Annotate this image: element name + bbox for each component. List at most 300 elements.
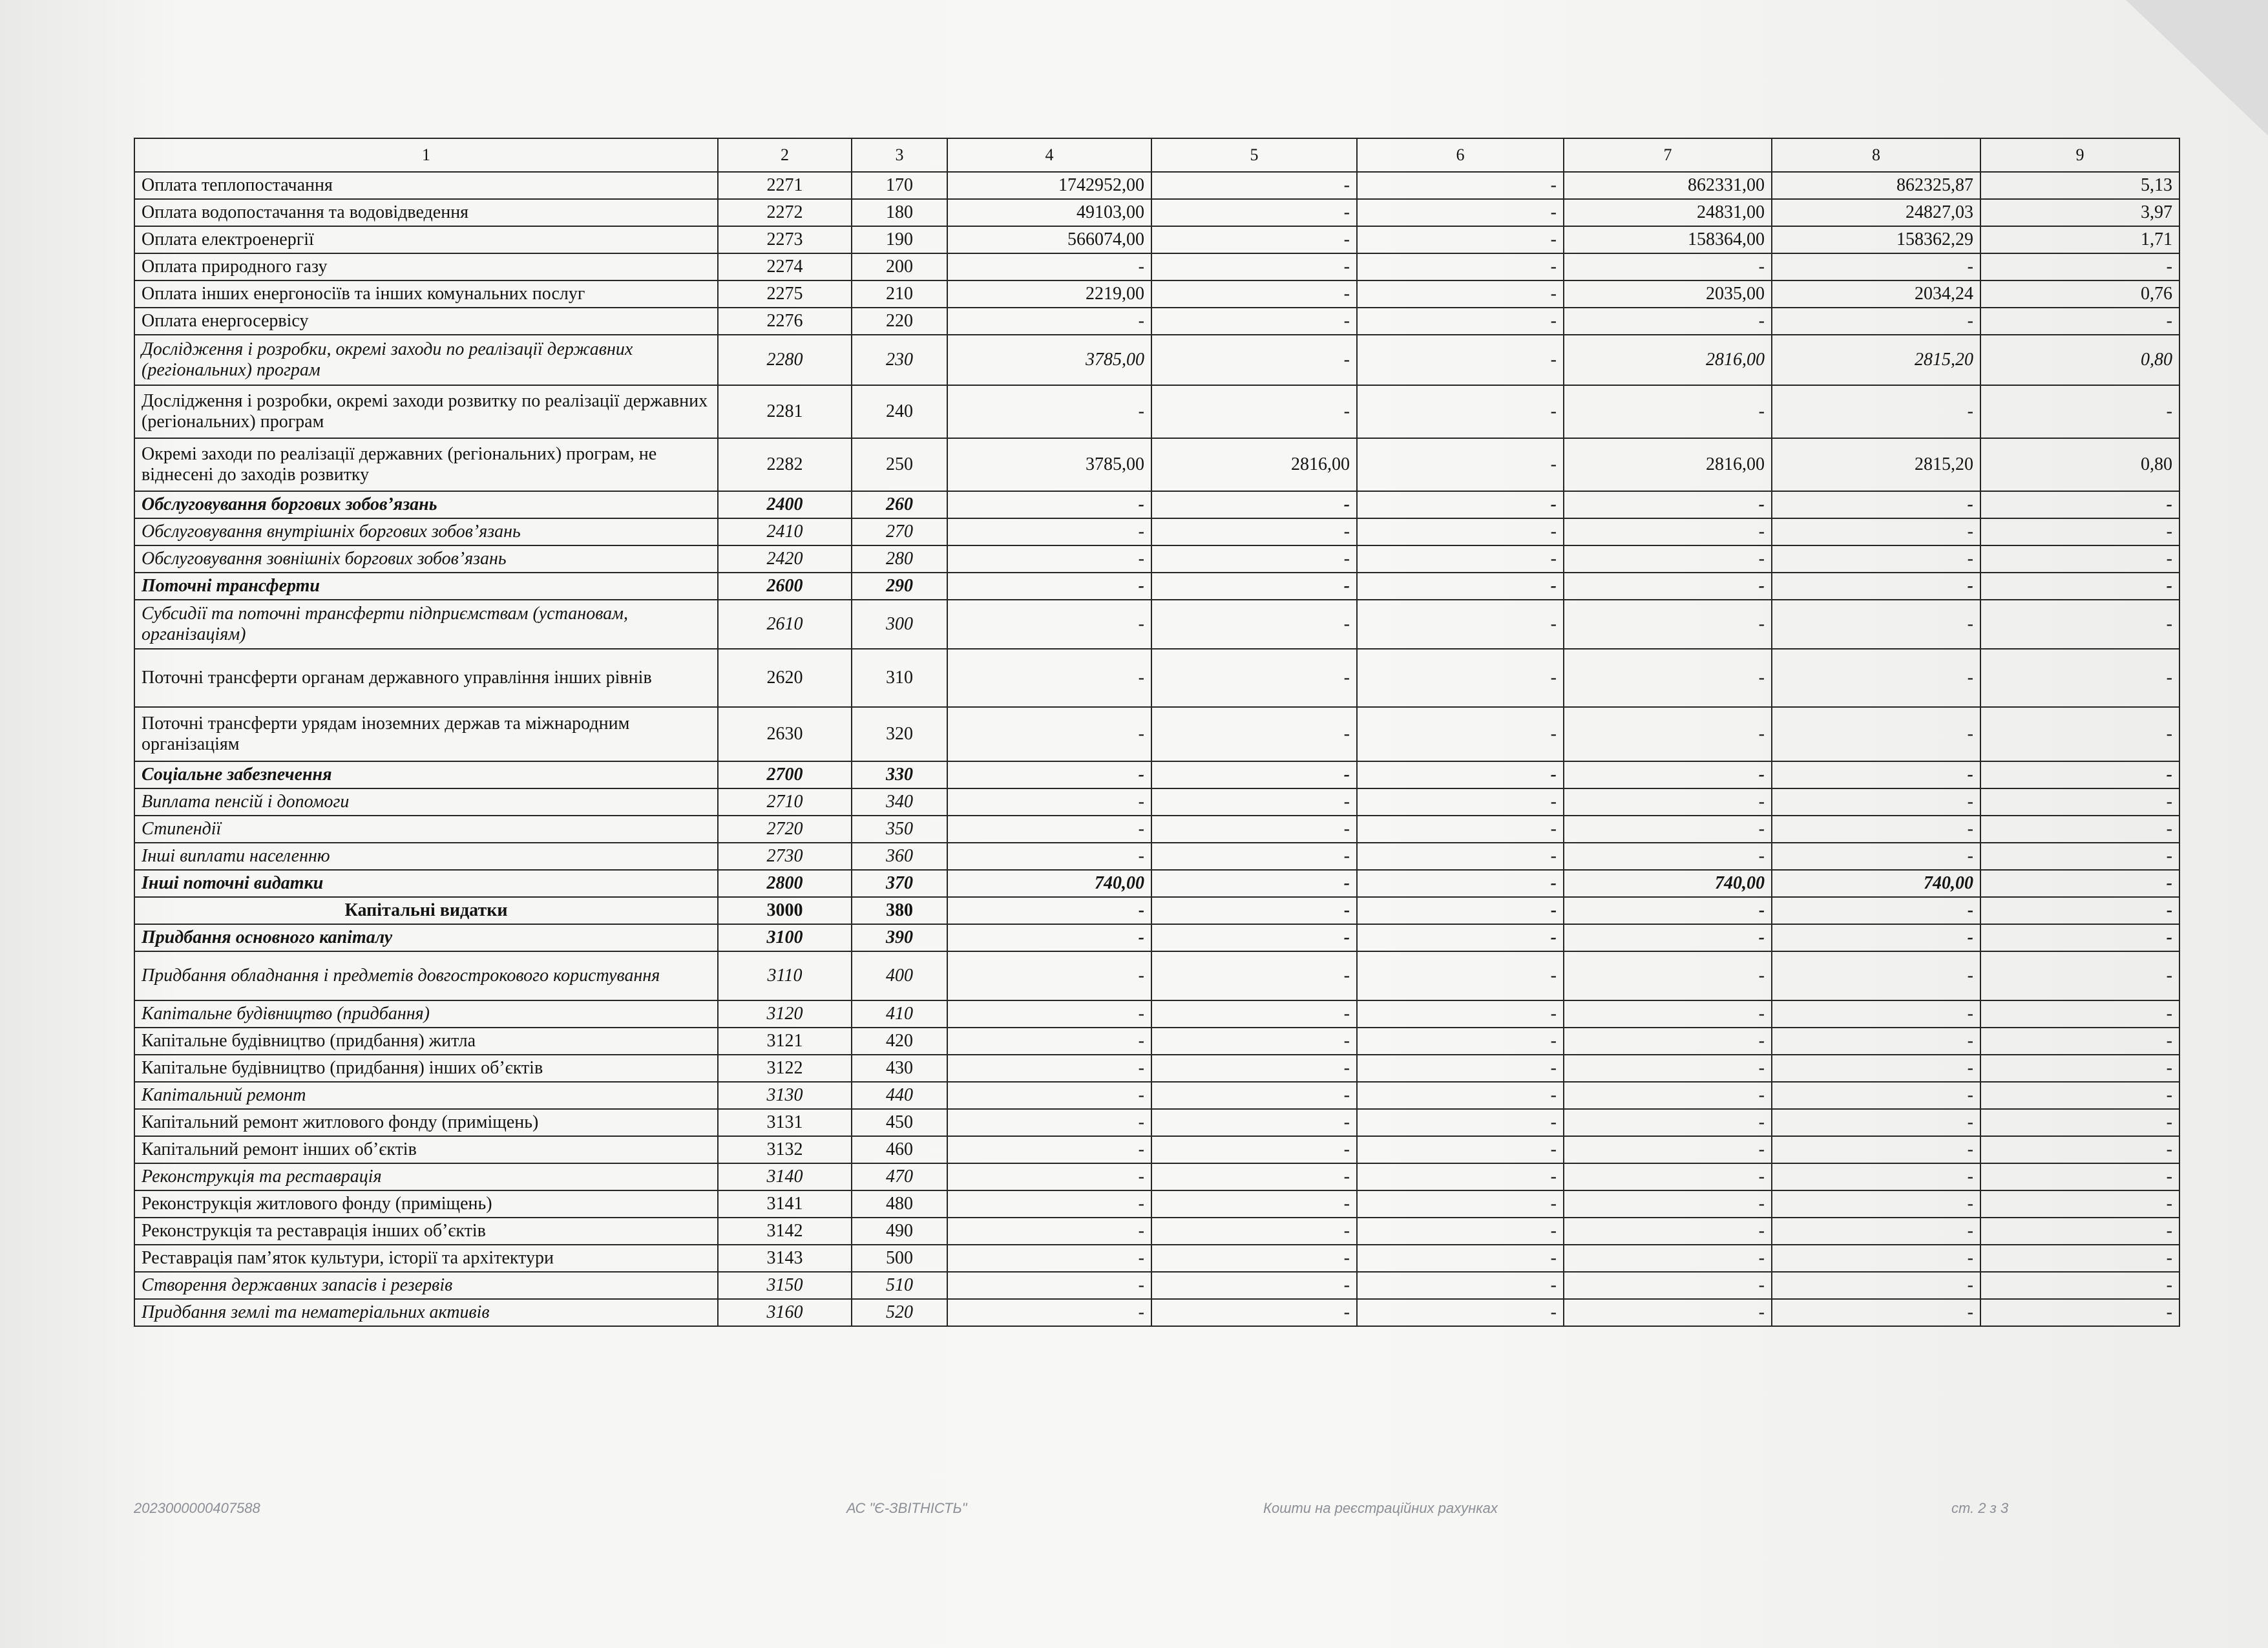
col8-value: - xyxy=(1772,843,1980,870)
col5-value: - xyxy=(1151,1082,1357,1109)
col8-value: - xyxy=(1772,1028,1980,1055)
col9-value: - xyxy=(1980,385,2179,438)
col5-value: - xyxy=(1151,573,1357,600)
col5-value: - xyxy=(1151,1190,1357,1218)
col8-value: - xyxy=(1772,897,1980,924)
col9-value: - xyxy=(1980,545,2179,573)
col4-value: - xyxy=(947,1218,1151,1245)
col5-value: - xyxy=(1151,1028,1357,1055)
table-row xyxy=(134,308,2179,335)
kekv-code: 2620 xyxy=(718,649,852,707)
row-code: 280 xyxy=(852,545,947,573)
col7-value: 2816,00 xyxy=(1564,335,1772,385)
col-number-2: 2 xyxy=(718,138,852,172)
row-code: 200 xyxy=(852,253,947,280)
row-code: 400 xyxy=(852,951,947,1000)
col-number-7: 7 xyxy=(1564,138,1772,172)
folded-corner xyxy=(2126,0,2268,136)
col6-value: - xyxy=(1357,1272,1564,1299)
col5-value: - xyxy=(1151,1272,1357,1299)
col4-value: - xyxy=(947,1136,1151,1163)
col6-value: - xyxy=(1357,172,1564,199)
col6-value: - xyxy=(1357,951,1564,1000)
col5-value: - xyxy=(1151,816,1357,843)
row-code: 510 xyxy=(852,1272,947,1299)
col4-value: - xyxy=(947,573,1151,600)
table-row xyxy=(134,438,2179,491)
row-code: 380 xyxy=(852,897,947,924)
table-row xyxy=(134,335,2179,385)
col4-value: - xyxy=(947,253,1151,280)
row-code: 450 xyxy=(852,1109,947,1136)
col-number-4: 4 xyxy=(947,138,1151,172)
col9-value: - xyxy=(1980,951,2179,1000)
row-name: Оплата енергосервісу xyxy=(134,308,718,335)
row-code: 180 xyxy=(852,199,947,226)
col7-value: 24831,00 xyxy=(1564,199,1772,226)
col9-value: - xyxy=(1980,1109,2179,1136)
col4-value: 2219,00 xyxy=(947,280,1151,308)
kekv-code: 2730 xyxy=(718,843,852,870)
col7-value: - xyxy=(1564,1000,1772,1028)
row-name: Окремі заходи по реалізації державних (регіональних) програм, не віднесені до заходів розвитку xyxy=(134,438,718,491)
kekv-code: 2274 xyxy=(718,253,852,280)
table-row xyxy=(134,816,2179,843)
col9-value: 0,76 xyxy=(1980,280,2179,308)
table-row xyxy=(134,924,2179,951)
col-number-5: 5 xyxy=(1151,138,1357,172)
table-row xyxy=(134,951,2179,1000)
table-row xyxy=(134,649,2179,707)
col4-value: 1742952,00 xyxy=(947,172,1151,199)
col5-value: - xyxy=(1151,1299,1357,1326)
col9-value: - xyxy=(1980,816,2179,843)
col6-value: - xyxy=(1357,707,1564,761)
row-name: Поточні трансферти xyxy=(134,573,718,600)
row-code: 420 xyxy=(852,1028,947,1055)
row-code: 460 xyxy=(852,1136,947,1163)
col8-value: - xyxy=(1772,385,1980,438)
row-code: 220 xyxy=(852,308,947,335)
col5-value: - xyxy=(1151,897,1357,924)
col7-value: - xyxy=(1564,951,1772,1000)
col9-value: - xyxy=(1980,707,2179,761)
col6-value: - xyxy=(1357,573,1564,600)
kekv-code: 2281 xyxy=(718,385,852,438)
col6-value: - xyxy=(1357,199,1564,226)
col6-value: - xyxy=(1357,1190,1564,1218)
table-row xyxy=(134,491,2179,518)
row-name: Інші виплати населенню xyxy=(134,843,718,870)
col6-value: - xyxy=(1357,1218,1564,1245)
row-name: Оплата природного газу xyxy=(134,253,718,280)
col7-value: - xyxy=(1564,545,1772,573)
col8-value: - xyxy=(1772,649,1980,707)
row-code: 250 xyxy=(852,438,947,491)
col5-value: - xyxy=(1151,1245,1357,1272)
col5-value: - xyxy=(1151,1109,1357,1136)
row-name: Капітальний ремонт інших об’єктів xyxy=(134,1136,718,1163)
kekv-code: 2410 xyxy=(718,518,852,545)
row-name: Оплата інших енергоносіїв та інших комунальних послуг xyxy=(134,280,718,308)
col9-value: - xyxy=(1980,1218,2179,1245)
row-code: 350 xyxy=(852,816,947,843)
col9-value: 1,71 xyxy=(1980,226,2179,253)
table-row xyxy=(134,1082,2179,1109)
col4-value: - xyxy=(947,843,1151,870)
col7-value: - xyxy=(1564,1028,1772,1055)
col6-value: - xyxy=(1357,1299,1564,1326)
row-name: Капітальне будівництво (придбання) житла xyxy=(134,1028,718,1055)
col6-value: - xyxy=(1357,870,1564,897)
col-number-8: 8 xyxy=(1772,138,1980,172)
row-code: 430 xyxy=(852,1055,947,1082)
kekv-code: 3122 xyxy=(718,1055,852,1082)
table-row xyxy=(134,518,2179,545)
kekv-code: 2273 xyxy=(718,226,852,253)
col8-value: - xyxy=(1772,573,1980,600)
kekv-code: 2720 xyxy=(718,816,852,843)
col4-value: - xyxy=(947,951,1151,1000)
col7-value: - xyxy=(1564,1055,1772,1082)
col8-value: - xyxy=(1772,951,1980,1000)
expenditure-table xyxy=(134,138,2180,1327)
table-row xyxy=(134,199,2179,226)
col4-value: 3785,00 xyxy=(947,335,1151,385)
col5-value: - xyxy=(1151,518,1357,545)
row-code: 170 xyxy=(852,172,947,199)
col9-value: 0,80 xyxy=(1980,438,2179,491)
col5-value: 2816,00 xyxy=(1151,438,1357,491)
row-name: Створення державних запасів і резервів xyxy=(134,1272,718,1299)
col5-value: - xyxy=(1151,761,1357,788)
col-number-6: 6 xyxy=(1357,138,1564,172)
col6-value: - xyxy=(1357,843,1564,870)
col7-value: - xyxy=(1564,1082,1772,1109)
kekv-code: 3120 xyxy=(718,1000,852,1028)
table-row xyxy=(134,1190,2179,1218)
col6-value: - xyxy=(1357,1028,1564,1055)
col6-value: - xyxy=(1357,335,1564,385)
col5-value: - xyxy=(1151,1136,1357,1163)
row-name: Соціальне забезпечення xyxy=(134,761,718,788)
col9-value: - xyxy=(1980,253,2179,280)
kekv-code: 2400 xyxy=(718,491,852,518)
row-code: 390 xyxy=(852,924,947,951)
col5-value: - xyxy=(1151,545,1357,573)
col7-value: - xyxy=(1564,518,1772,545)
col8-value: - xyxy=(1772,491,1980,518)
row-code: 310 xyxy=(852,649,947,707)
col8-value: - xyxy=(1772,253,1980,280)
col8-value: - xyxy=(1772,707,1980,761)
col8-value: 2815,20 xyxy=(1772,438,1980,491)
col7-value: - xyxy=(1564,1272,1772,1299)
col6-value: - xyxy=(1357,788,1564,816)
col8-value: 2815,20 xyxy=(1772,335,1980,385)
col7-value: - xyxy=(1564,1245,1772,1272)
table-row xyxy=(134,385,2179,438)
table-row xyxy=(134,1163,2179,1190)
col8-value: - xyxy=(1772,1136,1980,1163)
col9-value: - xyxy=(1980,308,2179,335)
col9-value: - xyxy=(1980,518,2179,545)
col8-value: - xyxy=(1772,1272,1980,1299)
footer-page: ст. 2 з 3 xyxy=(1951,1500,2009,1516)
col4-value: - xyxy=(947,1000,1151,1028)
row-code: 260 xyxy=(852,491,947,518)
kekv-code: 3150 xyxy=(718,1272,852,1299)
table-row xyxy=(134,870,2179,897)
col7-value: - xyxy=(1564,308,1772,335)
col6-value: - xyxy=(1357,600,1564,649)
kekv-code: 3141 xyxy=(718,1190,852,1218)
row-code: 490 xyxy=(852,1218,947,1245)
col7-value: - xyxy=(1564,843,1772,870)
col4-value: - xyxy=(947,788,1151,816)
kekv-code: 2280 xyxy=(718,335,852,385)
kekv-code: 3160 xyxy=(718,1299,852,1326)
col4-value: - xyxy=(947,1299,1151,1326)
row-name: Придбання обладнання і предметів довгострокового користування xyxy=(134,951,718,1000)
kekv-code: 2272 xyxy=(718,199,852,226)
col9-value: - xyxy=(1980,870,2179,897)
kekv-code: 3132 xyxy=(718,1136,852,1163)
col9-value: - xyxy=(1980,491,2179,518)
col6-value: - xyxy=(1357,924,1564,951)
col4-value: - xyxy=(947,649,1151,707)
col7-value: 862331,00 xyxy=(1564,172,1772,199)
kekv-code: 3121 xyxy=(718,1028,852,1055)
kekv-code: 2710 xyxy=(718,788,852,816)
col7-value: - xyxy=(1564,649,1772,707)
col5-value: - xyxy=(1151,788,1357,816)
table-row xyxy=(134,1000,2179,1028)
col9-value: - xyxy=(1980,761,2179,788)
col6-value: - xyxy=(1357,1136,1564,1163)
col9-value: 3,97 xyxy=(1980,199,2179,226)
col5-value: - xyxy=(1151,385,1357,438)
col8-value: 24827,03 xyxy=(1772,199,1980,226)
row-name: Субсидії та поточні трансферти підприємствам (установам, організаціям) xyxy=(134,600,718,649)
col7-value: - xyxy=(1564,1163,1772,1190)
table-row xyxy=(134,707,2179,761)
col9-value: - xyxy=(1980,1245,2179,1272)
footer-doc-number: 2023000000407588 xyxy=(134,1500,260,1516)
row-code: 240 xyxy=(852,385,947,438)
col5-value: - xyxy=(1151,172,1357,199)
col8-value: - xyxy=(1772,1245,1980,1272)
col9-value: 0,80 xyxy=(1980,335,2179,385)
col8-value: - xyxy=(1772,545,1980,573)
row-code: 360 xyxy=(852,843,947,870)
col4-value: - xyxy=(947,1272,1151,1299)
row-name: Інші поточні видатки xyxy=(134,870,718,897)
row-name: Придбання землі та нематеріальних активів xyxy=(134,1299,718,1326)
col5-value: - xyxy=(1151,924,1357,951)
row-code: 340 xyxy=(852,788,947,816)
row-name: Дослідження і розробки, окремі заходи по реалізації державних (регіональних) програм xyxy=(134,335,718,385)
col5-value: - xyxy=(1151,308,1357,335)
col8-value: - xyxy=(1772,1109,1980,1136)
column-number-row xyxy=(134,138,2179,172)
kekv-code: 2271 xyxy=(718,172,852,199)
col4-value: - xyxy=(947,1245,1151,1272)
col7-value: - xyxy=(1564,253,1772,280)
kekv-code: 2800 xyxy=(718,870,852,897)
col4-value: - xyxy=(947,816,1151,843)
col7-value: - xyxy=(1564,1190,1772,1218)
col6-value: - xyxy=(1357,816,1564,843)
col5-value: - xyxy=(1151,226,1357,253)
col5-value: - xyxy=(1151,253,1357,280)
col7-value: 740,00 xyxy=(1564,870,1772,897)
col9-value: - xyxy=(1980,1082,2179,1109)
col8-value: - xyxy=(1772,518,1980,545)
col4-value: - xyxy=(947,518,1151,545)
row-name: Придбання основного капіталу xyxy=(134,924,718,951)
col5-value: - xyxy=(1151,707,1357,761)
col4-value: - xyxy=(947,1190,1151,1218)
row-code: 210 xyxy=(852,280,947,308)
row-name: Оплата водопостачання та водовідведення xyxy=(134,199,718,226)
row-name: Капітальне будівництво (придбання) xyxy=(134,1000,718,1028)
col-number-3: 3 xyxy=(852,138,947,172)
col5-value: - xyxy=(1151,600,1357,649)
table-row xyxy=(134,226,2179,253)
col7-value: - xyxy=(1564,897,1772,924)
row-code: 320 xyxy=(852,707,947,761)
col9-value: - xyxy=(1980,1163,2179,1190)
kekv-code: 2610 xyxy=(718,600,852,649)
col8-value: 862325,87 xyxy=(1772,172,1980,199)
col4-value: - xyxy=(947,707,1151,761)
table-row xyxy=(134,1028,2179,1055)
row-name: Капітальні видатки xyxy=(134,897,718,924)
col8-value: 2034,24 xyxy=(1772,280,1980,308)
col5-value: - xyxy=(1151,649,1357,707)
col6-value: - xyxy=(1357,897,1564,924)
col9-value: - xyxy=(1980,1299,2179,1326)
col8-value: - xyxy=(1772,816,1980,843)
col4-value: 3785,00 xyxy=(947,438,1151,491)
col9-value: - xyxy=(1980,1190,2179,1218)
col8-value: - xyxy=(1772,1299,1980,1326)
col7-value: - xyxy=(1564,707,1772,761)
row-name: Реконструкція житлового фонду (приміщень) xyxy=(134,1190,718,1218)
row-code: 370 xyxy=(852,870,947,897)
row-name: Обслуговування внутрішніх боргових зобов’язань xyxy=(134,518,718,545)
table-row xyxy=(134,1109,2179,1136)
row-code: 480 xyxy=(852,1190,947,1218)
row-name: Оплата електроенергії xyxy=(134,226,718,253)
col8-value: - xyxy=(1772,600,1980,649)
col9-value: - xyxy=(1980,1000,2179,1028)
col9-value: - xyxy=(1980,1055,2179,1082)
col6-value: - xyxy=(1357,1055,1564,1082)
row-name: Обслуговування зовнішніх боргових зобов’язань xyxy=(134,545,718,573)
col8-value: - xyxy=(1772,1190,1980,1218)
col5-value: - xyxy=(1151,951,1357,1000)
table-row xyxy=(134,1136,2179,1163)
row-name: Оплата теплопостачання xyxy=(134,172,718,199)
col8-value: - xyxy=(1772,1163,1980,1190)
table-row xyxy=(134,843,2179,870)
col7-value: - xyxy=(1564,491,1772,518)
col6-value: - xyxy=(1357,1109,1564,1136)
col4-value: 740,00 xyxy=(947,870,1151,897)
table-row xyxy=(134,253,2179,280)
col9-value: 5,13 xyxy=(1980,172,2179,199)
col4-value: - xyxy=(947,1109,1151,1136)
row-name: Капітальний ремонт xyxy=(134,1082,718,1109)
col6-value: - xyxy=(1357,1163,1564,1190)
col7-value: - xyxy=(1564,924,1772,951)
col4-value: - xyxy=(947,1028,1151,1055)
col7-value: - xyxy=(1564,600,1772,649)
col4-value: - xyxy=(947,545,1151,573)
col6-value: - xyxy=(1357,518,1564,545)
row-name: Поточні трансферти органам державного управління інших рівнів xyxy=(134,649,718,707)
row-code: 440 xyxy=(852,1082,947,1109)
col7-value: - xyxy=(1564,1299,1772,1326)
col5-value: - xyxy=(1151,1218,1357,1245)
row-code: 470 xyxy=(852,1163,947,1190)
col8-value: - xyxy=(1772,1082,1980,1109)
col7-value: 2816,00 xyxy=(1564,438,1772,491)
col7-value: 2035,00 xyxy=(1564,280,1772,308)
table-row xyxy=(134,172,2179,199)
col8-value: - xyxy=(1772,788,1980,816)
col4-value: - xyxy=(947,385,1151,438)
col7-value: - xyxy=(1564,788,1772,816)
col4-value: - xyxy=(947,1055,1151,1082)
col8-value: - xyxy=(1772,1055,1980,1082)
row-name: Обслуговування боргових зобов’язань xyxy=(134,491,718,518)
col9-value: - xyxy=(1980,924,2179,951)
row-code: 190 xyxy=(852,226,947,253)
col7-value: - xyxy=(1564,816,1772,843)
col8-value: 740,00 xyxy=(1772,870,1980,897)
kekv-code: 3100 xyxy=(718,924,852,951)
row-name: Реставрація пам’яток культури, історії та архітектури xyxy=(134,1245,718,1272)
col4-value: - xyxy=(947,761,1151,788)
col7-value: - xyxy=(1564,1136,1772,1163)
row-name: Капітальне будівництво (придбання) інших об’єктів xyxy=(134,1055,718,1082)
col8-value: - xyxy=(1772,308,1980,335)
col7-value: - xyxy=(1564,1109,1772,1136)
col6-value: - xyxy=(1357,545,1564,573)
col6-value: - xyxy=(1357,1082,1564,1109)
table-row xyxy=(134,1218,2179,1245)
col6-value: - xyxy=(1357,1000,1564,1028)
footer-note: Кошти на реєстраційних рахунках xyxy=(1263,1500,1498,1516)
col6-value: - xyxy=(1357,226,1564,253)
col9-value: - xyxy=(1980,1028,2179,1055)
row-code: 500 xyxy=(852,1245,947,1272)
footer-software: АС "Є-ЗВІТНІСТЬ" xyxy=(846,1500,967,1516)
col9-value: - xyxy=(1980,788,2179,816)
kekv-code: 2700 xyxy=(718,761,852,788)
kekv-code: 3140 xyxy=(718,1163,852,1190)
table-row xyxy=(134,573,2179,600)
row-name: Поточні трансферти урядам іноземних держав та міжнародним організаціям xyxy=(134,707,718,761)
table-row xyxy=(134,1055,2179,1082)
table-row xyxy=(134,600,2179,649)
col6-value: - xyxy=(1357,1245,1564,1272)
col4-value: 566074,00 xyxy=(947,226,1151,253)
row-code: 300 xyxy=(852,600,947,649)
